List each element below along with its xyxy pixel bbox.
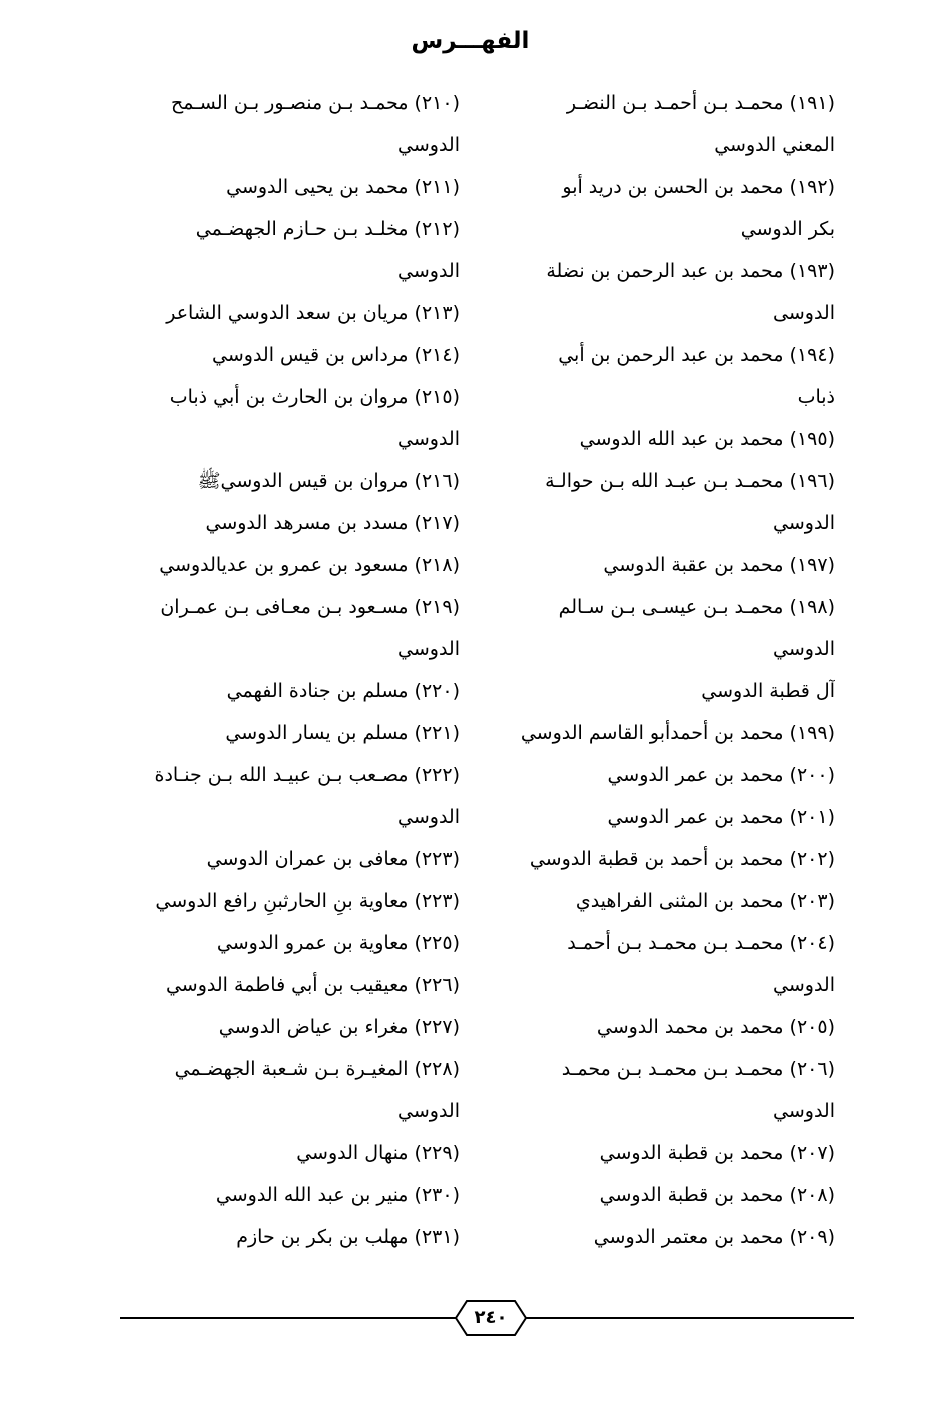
index-entry-line: الدوسي — [773, 638, 835, 660]
index-entry-line: (٢٠٨) محمد بن قطبة الدوسي — [599, 1184, 835, 1206]
index-entry-line: (١٩٩) محمد بن أحمدأبو القاسم الدوسي — [520, 722, 835, 744]
index-entry-line: (٢٠٦) محمـد بـن محمـد بـن محمـد — [561, 1058, 835, 1080]
index-entry-line: (١٩١) محمـد بـن أحمـد بـن النضـر — [566, 92, 835, 114]
index-entry-line: (٢٢٧) مغراء بن عياض الدوسي — [218, 1016, 460, 1038]
index-entry-line: (١٩٦) محمـد بـن عبـد الله بـن حوالـة — [545, 470, 835, 492]
index-entry-line: المعني الدوسي — [714, 134, 835, 156]
index-entry-line: (٢٢٩) منهال الدوسي — [296, 1142, 460, 1164]
index-entry-line: (٢١٦) مروان بن قيس الدوسيﷺ — [197, 470, 460, 492]
index-entry-line: الدوسي — [398, 260, 460, 282]
index-entry-line: (٢٠٢) محمد بن أحمد بن قطبة الدوسي — [529, 848, 835, 870]
footer-rule-left — [120, 1317, 460, 1319]
index-entry-line: (٢٢٢) مصـعب بـن عبيـد الله بـن جنـادة — [154, 764, 460, 786]
index-entry-line: (٢٢٨) المغيـرة بـن شـعبة الجهضـمي — [174, 1058, 460, 1080]
index-entry-line: (٢٠٤) محمـد بـن محمـد بـن أحمـد — [567, 932, 835, 954]
footer-rule-right — [522, 1317, 854, 1319]
index-entry-line: (٢٢١) مسلم بن يسار الدوسي — [225, 722, 460, 744]
index-entry-line: (٢٢٣) معاوية بنِ الحارثبنِ رافع الدوسي — [155, 890, 460, 912]
index-column-right — [500, 82, 835, 1258]
index-entry-line: الدوسي — [773, 974, 835, 996]
index-entry-line: (٢٣١) مهلب بن بكر بن حازم — [236, 1226, 460, 1248]
index-entry-line: (٢٢٥) معاوية بن عمرو الدوسي — [216, 932, 460, 954]
index-entry-line: (٢١٥) مروان بن الحارث بن أبي ذباب — [169, 386, 460, 408]
index-entry-line: (٢٠٩) محمد بن معتمر الدوسي — [593, 1226, 835, 1248]
index-entry-line: بكر الدوسي — [740, 218, 835, 240]
index-entry-line: ذباب — [797, 386, 835, 408]
index-entry-line: (٢٠٠) محمد بن عمر الدوسي — [607, 764, 835, 786]
index-entry-line: الدوسي — [398, 1100, 460, 1122]
index-entry-line: آل قطبة الدوسي — [701, 680, 835, 702]
index-entry-line: (٢٢٠) مسلم بن جنادة الفهمي — [226, 680, 460, 702]
index-entry-line: الدوسي — [398, 638, 460, 660]
page-title: الفهـــرس — [411, 28, 530, 54]
index-entry-line: (٢١٤) مرداس بن قيس الدوسي — [212, 344, 460, 366]
index-entry-line: (٢١٨) مسعود بن عمرو بن عديالدوسي — [159, 554, 460, 576]
index-entry-line: الدوسي — [398, 428, 460, 450]
index-entry-line: (٢١١) محمد بن يحيى الدوسي — [226, 176, 460, 198]
index-entry-line: (٢٣٠) منير بن عبد الله الدوسي — [215, 1184, 460, 1206]
page-number-frame — [455, 1300, 527, 1336]
index-entry-line: (٢١٠) محمـد بـن منصـور بـن السـمح — [170, 92, 460, 114]
index-entry-line: الدوسى — [773, 302, 835, 324]
index-entry-line: الدوسي — [398, 134, 460, 156]
index-entry-line: (٢٠٣) محمد بن المثنى الفراهيدي — [575, 890, 835, 912]
index-entry-line: (١٩٣) محمد بن عبد الرحمن بن نضلة — [546, 260, 835, 282]
index-entry-line: (١٩٤) محمد بن عبد الرحمن بن أبي — [558, 344, 835, 366]
index-entry-line: (١٩٥) محمد بن عبد الله الدوسي — [579, 428, 835, 450]
index-entry-line: (٢٠١) محمد بن عمر الدوسي — [607, 806, 835, 828]
index-entry-line: (٢١٧) مسدد بن مسرهد الدوسي — [205, 512, 460, 534]
index-entry-line: (٢٢٦) معيقيب بن أبي فاطمة الدوسي — [165, 974, 460, 996]
index-column-left — [120, 82, 460, 1258]
index-entry-line: الدوسي — [773, 512, 835, 534]
index-entry-line: الدوسي — [773, 1100, 835, 1122]
index-entry-line: (١٩٧) محمد بن عقبة الدوسي — [603, 554, 835, 576]
index-entry-line: (٢٢٣) معافى بن عمران الدوسي — [206, 848, 460, 870]
index-entry-line: الدوسي — [398, 806, 460, 828]
index-entry-line: (١٩٢) محمد بن الحسن بن دريد أبو — [562, 176, 835, 198]
page-number: ٢٤٠ — [474, 1307, 508, 1328]
index-entry-line: (١٩٨) محمـد بـن عيسـى بـن سـالم — [558, 596, 835, 618]
index-entry-line: (٢١٣) مريان بن سعد الدوسي الشاعر — [166, 302, 460, 324]
index-entry-line: (٢١٩) مسـعود بـن معـافى بـن عمـران — [160, 596, 460, 618]
index-entry-line: (٢١٢) مخلـد بـن حـازم الجهضـمي — [195, 218, 460, 240]
index-entry-line: (٢٠٧) محمد بن قطبة الدوسي — [599, 1142, 835, 1164]
index-entry-line: (٢٠٥) محمد بن محمد الدوسي — [596, 1016, 835, 1038]
